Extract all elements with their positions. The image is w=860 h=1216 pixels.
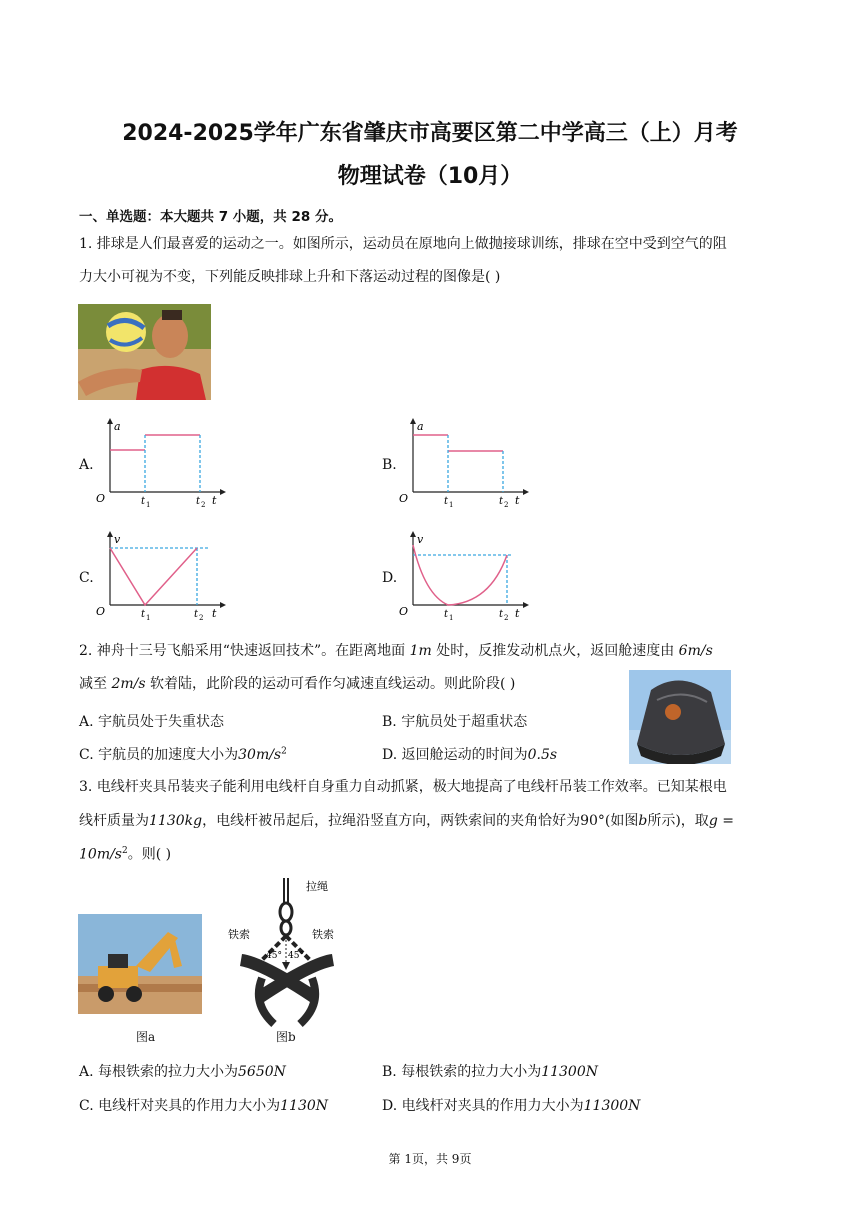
angle-right: 45° [288, 951, 304, 961]
rope-label: 拉绳 [306, 880, 328, 893]
chain-label-right: 铁索 [312, 928, 334, 941]
svg-text:t: t [141, 496, 146, 507]
svg-text:t: t [196, 496, 201, 507]
q1-option-b-graph [395, 418, 535, 508]
q1-text-line2: 力大小可视为不变，下列能反映排球上升和下落运动过程的图像是( ) [79, 269, 501, 285]
q3-option-b: B. 每根铁索的拉力大小为11300N [382, 1064, 598, 1080]
svg-text:t: t [444, 496, 449, 507]
q2-option-d: D. 返回舱运动的时间为0.5s [382, 747, 558, 763]
return-capsule-photo [629, 670, 731, 764]
svg-text:O: O [96, 492, 106, 505]
svg-text:O: O [399, 492, 409, 505]
svg-text:t: t [499, 609, 504, 620]
svg-text:t: t [499, 496, 504, 507]
svg-text:2: 2 [504, 614, 509, 621]
q3-option-c: C. 电线杆对夹具的作用力大小为1130N [79, 1098, 329, 1114]
q1-option-d-graph [395, 531, 535, 621]
section-heading: 一、单选题：本大题共 7 小题，共 28 分。 [79, 209, 342, 225]
q1-option-a-label: A. [79, 457, 94, 473]
svg-text:2: 2 [504, 501, 509, 508]
figure-a-caption: 图a [136, 1030, 156, 1044]
q1-text-line1: 1. 排球是人们最喜爱的运动之一。如图所示，运动员在原地向上做抛接球训练，排球在空中受到空气的阻 [79, 236, 727, 252]
q1-option-d-label: D. [382, 570, 398, 586]
page-footer: 第 1页，共 9页 [388, 1152, 472, 1166]
svg-text:t: t [194, 609, 199, 620]
chain-label-left: 铁索 [228, 928, 250, 941]
axis-label-a: a [114, 420, 121, 433]
svg-text:t: t [515, 607, 520, 620]
svg-text:t: t [444, 609, 449, 620]
svg-text:1: 1 [449, 614, 454, 621]
paper-title-line2: 物理试卷（10月） [337, 164, 523, 189]
q2-text-line1: 2. 神舟十三号飞船采用“快速返回技术”。在距离地面 1m 处时，反推发动机点火，返回舱速度由 6m/s [79, 643, 713, 659]
svg-text:t: t [212, 494, 217, 507]
q2-option-b: B. 宇航员处于超重状态 [382, 714, 528, 730]
clamp-diagram [222, 874, 352, 1034]
q2-option-a: A. 宇航员处于失重状态 [79, 714, 225, 730]
svg-text:v: v [417, 533, 424, 546]
svg-text:a: a [417, 420, 424, 433]
svg-text:1: 1 [146, 501, 151, 508]
svg-text:O: O [399, 605, 409, 618]
axis-label-v: v [114, 533, 121, 546]
q1-option-b-label: B. [382, 457, 397, 473]
q3-text-line2: 线杆质量为1130kg，电线杆被吊起后，拉绳沿竖直方向，两铁索间的夹角恰好为90°(如图b所示)，取g = [79, 813, 734, 829]
q1-option-c-label: C. [79, 570, 94, 586]
paper-title-line1: 2024-2025学年广东省肇庆市高要区第二中学高三（上）月考 [122, 121, 738, 146]
figure-b-caption: 图b [276, 1030, 296, 1044]
svg-text:2: 2 [199, 614, 204, 621]
angle-left: 45° [266, 951, 282, 961]
svg-text:t: t [515, 494, 520, 507]
q3-option-d: D. 电线杆对夹具的作用力大小为11300N [382, 1098, 641, 1114]
q1-option-c-graph [92, 531, 232, 621]
excavator-photo [78, 914, 202, 1014]
volleyball-player-photo [78, 304, 211, 400]
svg-text:O: O [96, 605, 106, 618]
svg-text:t: t [212, 607, 217, 620]
svg-text:2: 2 [201, 501, 206, 508]
svg-text:1: 1 [146, 614, 151, 621]
q3-text-line1: 3. 电线杆夹具吊装夹子能利用电线杆自身重力自动抓紧，极大地提高了电线杆吊装工作效率。已知某根电 [79, 779, 727, 795]
q3-text-line3: $10m/s^2$。则( ) [79, 846, 172, 863]
q2-option-c: C. 宇航员的加速度大小为$30m/s^2$ [79, 746, 287, 763]
svg-text:1: 1 [449, 501, 454, 508]
svg-text:t: t [141, 609, 146, 620]
q1-option-a-graph [92, 418, 232, 508]
q2-text-line2: 减至 2m/s 软着陆，此阶段的运动可看作匀减速直线运动。则此阶段( ) [79, 676, 516, 692]
q3-option-a: A. 每根铁索的拉力大小为5650N [79, 1064, 286, 1080]
